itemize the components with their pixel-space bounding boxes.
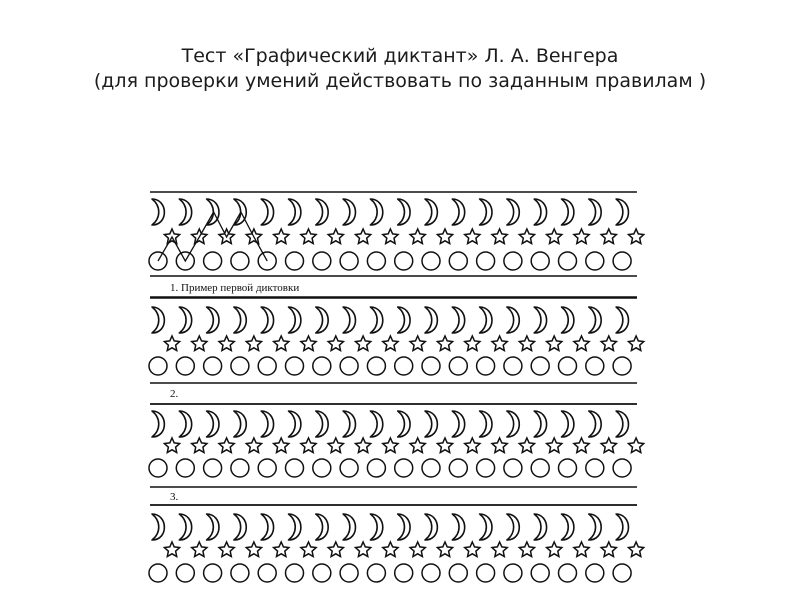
block-label-2: 2. [170,388,179,400]
title-line-1: Тест «Графический диктант» Л. А. Венгера [181,45,619,67]
crescent-moon-icon [179,307,191,333]
star-icon [410,438,425,452]
circle-icon [531,459,549,477]
star-icon [492,438,507,452]
example-connecting-path [158,212,267,261]
circle-icon [367,459,385,477]
circle-icon [231,459,249,477]
crescent-moon-icon [425,307,437,333]
circle-icon [176,357,194,375]
circle-icon [504,357,522,375]
circle-icon [504,564,522,582]
circle-icon [367,564,385,582]
circle-icon [231,252,249,270]
star-icon [410,542,425,556]
star-icon [519,542,534,556]
star-icon [219,438,234,452]
star-icon [164,438,179,452]
star-icon [301,336,316,350]
circle-icon [258,459,276,477]
star-icon [601,336,616,350]
crescent-moon-icon [234,514,246,540]
circle-icon [586,564,604,582]
circle-icon [258,357,276,375]
star-icon [437,542,452,556]
circle-icon [422,252,440,270]
star-icon [410,336,425,350]
crescent-moon-icon [425,514,437,540]
crescent-moon-icon [534,307,546,333]
star-icon [219,542,234,556]
circle-icon [449,459,467,477]
star-icon [574,542,589,556]
crescent-moon-icon [562,199,574,225]
block-label-1: 1. Пример первой диктовки [170,282,300,294]
circle-icon [422,459,440,477]
star-icon [355,336,370,350]
circle-icon [176,564,194,582]
crescent-moon-icon [316,307,328,333]
crescent-moon-icon [589,199,601,225]
crescent-moon-icon [507,199,519,225]
crescent-moon-icon [179,199,191,225]
circle-icon [340,252,358,270]
crescent-moon-icon [616,411,628,437]
crescent-moon-icon [398,411,410,437]
crescent-moon-icon [425,411,437,437]
crescent-moon-icon [152,411,164,437]
circle-icon [204,357,222,375]
star-icon [547,438,562,452]
star-icon [192,336,207,350]
crescent-moon-icon [289,199,301,225]
circle-icon [204,564,222,582]
circle-icon [449,357,467,375]
crescent-moon-icon [289,411,301,437]
star-icon [246,438,261,452]
circle-icon [559,564,577,582]
star-icon [328,542,343,556]
circle-icon [422,357,440,375]
star-icon [492,336,507,350]
crescent-moon-icon [370,199,382,225]
circle-icon [531,564,549,582]
star-icon [628,438,643,452]
star-icon [355,229,370,243]
star-icon [301,438,316,452]
crescent-moon-icon [562,514,574,540]
crescent-moon-icon [534,199,546,225]
star-icon [628,229,643,243]
star-icon [437,229,452,243]
dictation-block-1 [149,199,644,270]
crescent-moon-icon [234,411,246,437]
crescent-moon-icon [616,514,628,540]
block-label-3: 3. [170,491,179,503]
circle-icon [286,564,304,582]
circle-icon [286,459,304,477]
circle-icon [340,564,358,582]
circle-icon [340,459,358,477]
star-icon [355,542,370,556]
crescent-moon-icon [152,514,164,540]
star-icon [383,542,398,556]
dictation-block-2 [149,307,644,375]
circle-icon [367,252,385,270]
crescent-moon-icon [234,307,246,333]
circle-icon [559,459,577,477]
circle-icon [176,459,194,477]
crescent-moon-icon [152,199,164,225]
crescent-moon-icon [562,307,574,333]
star-icon [164,542,179,556]
star-icon [574,438,589,452]
crescent-moon-icon [452,307,464,333]
circle-icon [449,252,467,270]
star-icon [274,542,289,556]
crescent-moon-icon [398,307,410,333]
star-icon [492,229,507,243]
circle-icon [559,357,577,375]
star-icon [437,438,452,452]
star-icon [328,229,343,243]
circle-icon [395,564,413,582]
circle-icon [149,459,167,477]
star-icon [547,542,562,556]
star-icon [519,336,534,350]
star-icon [465,438,480,452]
star-icon [492,542,507,556]
crescent-moon-icon [480,199,492,225]
star-icon [219,336,234,350]
crescent-moon-icon [343,411,355,437]
crescent-moon-icon [179,514,191,540]
star-icon [355,438,370,452]
crescent-moon-icon [289,307,301,333]
crescent-moon-icon [507,514,519,540]
star-icon [465,229,480,243]
crescent-moon-icon [589,307,601,333]
crescent-moon-icon [370,307,382,333]
crescent-moon-icon [398,199,410,225]
star-icon [328,336,343,350]
crescent-moon-icon [534,514,546,540]
circle-icon [204,252,222,270]
star-icon [274,229,289,243]
crescent-moon-icon [534,411,546,437]
star-icon [383,336,398,350]
star-icon [574,336,589,350]
circle-icon [477,564,495,582]
crescent-moon-icon [261,514,273,540]
crescent-moon-icon [562,411,574,437]
circle-icon [231,357,249,375]
star-icon [383,438,398,452]
star-icon [328,438,343,452]
star-icon [274,336,289,350]
circle-icon [149,357,167,375]
crescent-moon-icon [452,411,464,437]
circle-icon [149,564,167,582]
crescent-moon-icon [589,514,601,540]
star-icon [383,229,398,243]
star-icon [465,542,480,556]
circle-icon [204,459,222,477]
crescent-moon-icon [616,199,628,225]
crescent-moon-icon [398,514,410,540]
crescent-moon-icon [343,307,355,333]
crescent-moon-icon [480,307,492,333]
star-icon [519,229,534,243]
circle-icon [504,252,522,270]
circle-icon [449,564,467,582]
crescent-moon-icon [207,307,219,333]
circle-icon [395,252,413,270]
circle-icon [313,357,331,375]
crescent-moon-icon [179,411,191,437]
crescent-moon-icon [452,514,464,540]
star-icon [547,229,562,243]
circle-icon [531,252,549,270]
circle-icon [313,252,331,270]
circle-icon [286,252,304,270]
star-icon [164,336,179,350]
star-icon [574,229,589,243]
circle-icon [231,564,249,582]
star-icon [437,336,452,350]
crescent-moon-icon [316,514,328,540]
star-icon [192,542,207,556]
crescent-moon-icon [480,514,492,540]
crescent-moon-icon [261,199,273,225]
circle-icon [613,252,631,270]
star-icon [274,438,289,452]
circle-icon [613,564,631,582]
circle-icon [340,357,358,375]
star-icon [601,438,616,452]
dictation-block-3 [149,411,644,477]
crescent-moon-icon [343,514,355,540]
circle-icon [586,252,604,270]
circle-icon [313,459,331,477]
title-line-2: (для проверки умений действовать по заданным правилам ) [93,70,707,92]
star-icon [519,438,534,452]
star-icon [628,542,643,556]
crescent-moon-icon [370,411,382,437]
circle-icon [395,459,413,477]
circle-icon [477,252,495,270]
circle-icon [504,459,522,477]
crescent-moon-icon [507,411,519,437]
crescent-moon-icon [616,307,628,333]
star-icon [465,336,480,350]
crescent-moon-icon [289,514,301,540]
star-icon [601,229,616,243]
circle-icon [613,357,631,375]
star-icon [410,229,425,243]
circle-icon [477,357,495,375]
crescent-moon-icon [207,514,219,540]
crescent-moon-icon [316,199,328,225]
crescent-moon-icon [261,307,273,333]
crescent-moon-icon [152,307,164,333]
circle-icon [367,357,385,375]
circle-icon [586,357,604,375]
star-icon [301,542,316,556]
circle-icon [531,357,549,375]
crescent-moon-icon [316,411,328,437]
star-icon [246,542,261,556]
circle-icon [559,252,577,270]
crescent-moon-icon [425,199,437,225]
circle-icon [313,564,331,582]
circle-icon [395,357,413,375]
circle-icon [477,459,495,477]
star-icon [547,336,562,350]
crescent-moon-icon [343,199,355,225]
crescent-moon-icon [589,411,601,437]
circle-icon [613,459,631,477]
star-icon [246,336,261,350]
crescent-moon-icon [507,307,519,333]
crescent-moon-icon [480,411,492,437]
circle-icon [586,459,604,477]
crescent-moon-icon [452,199,464,225]
star-icon [601,542,616,556]
crescent-moon-icon [261,411,273,437]
circle-icon [258,564,276,582]
crescent-moon-icon [207,411,219,437]
crescent-moon-icon [370,514,382,540]
circle-icon [422,564,440,582]
circle-icon [286,357,304,375]
star-icon [628,336,643,350]
star-icon [301,229,316,243]
star-icon [192,438,207,452]
dictation-block-4 [149,514,644,582]
